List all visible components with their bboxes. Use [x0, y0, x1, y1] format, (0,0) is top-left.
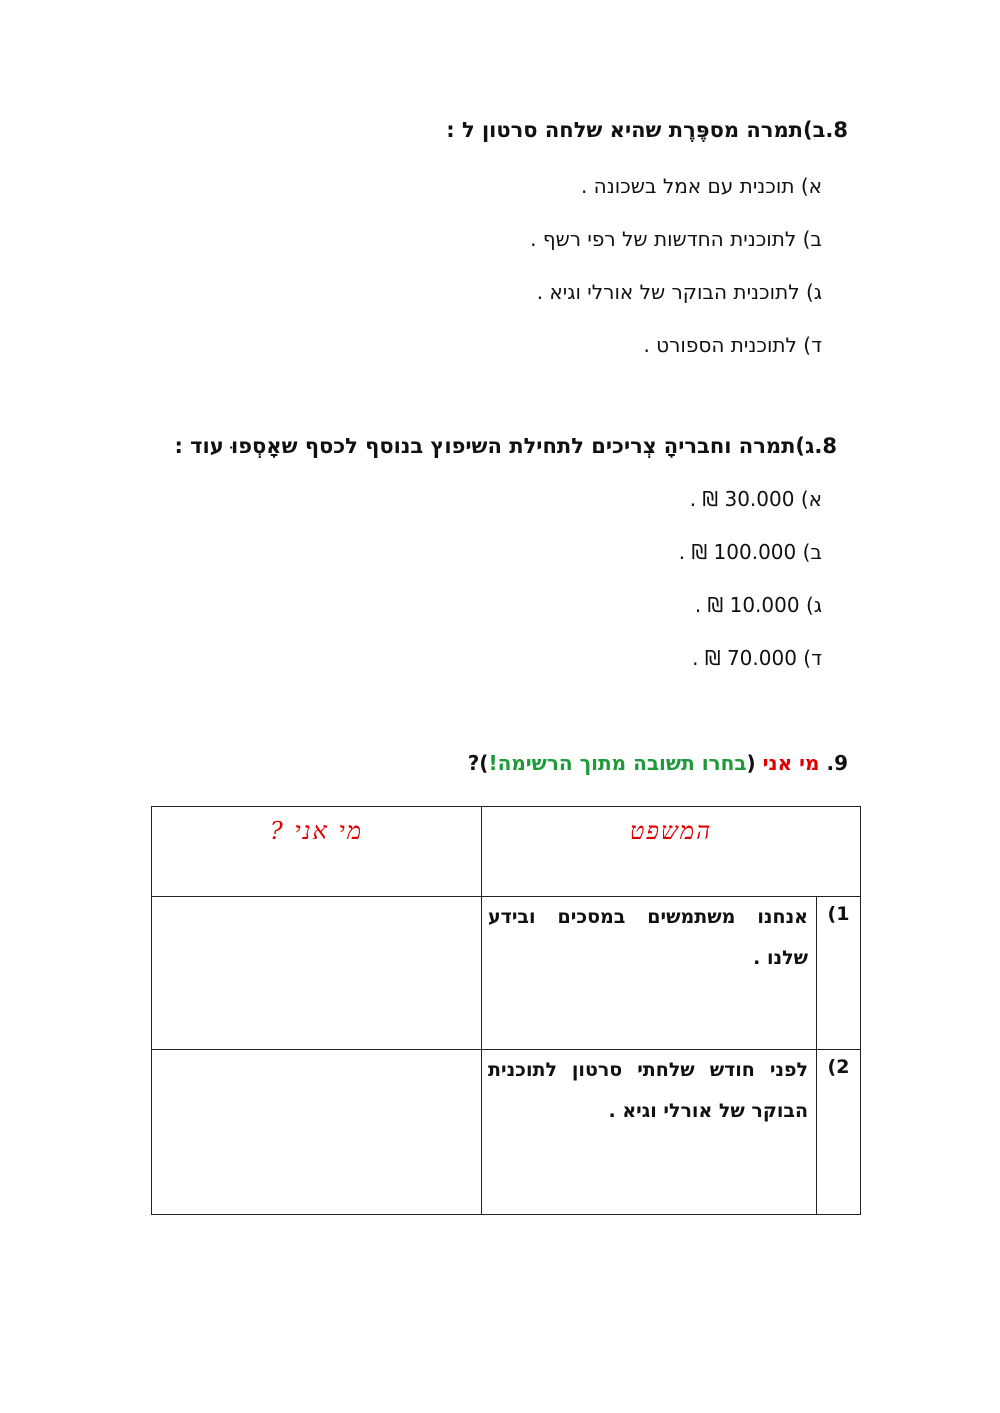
q8b-option-a[interactable]: א) תוכנית עם אמל בשכונה .	[580, 174, 822, 198]
q8c-option-c[interactable]: ג) 10.000 ₪ .	[694, 593, 822, 617]
q8c-option-b[interactable]: ב) 100.000 ₪ .	[678, 540, 822, 564]
row-sentence: אנחנו משתמשים במסכים ובידע שלנו .	[482, 897, 817, 1050]
answer-cell[interactable]	[152, 897, 482, 1050]
row-sentence: לפני חודש שלחתי סרטון לתוכנית הבוקר של אורלי וגיא .	[482, 1050, 817, 1215]
answer-cell[interactable]	[152, 1050, 482, 1215]
q9-number: 9.	[826, 751, 848, 775]
q9-instruction: בחרו תשובה מתוך הרשימה!	[488, 751, 747, 775]
q8c-option-d[interactable]: ד) 70.000 ₪ .	[692, 646, 822, 670]
question-8b-title: 8.ב)תמרה מספֶּרֶת שהיא שלחה סרטון ל :	[446, 118, 848, 142]
q9-who-am-i: מי אני	[762, 751, 820, 775]
question-8c-title: 8.ג)תמרה וחבריהָ צְריכים לתחילת השיפוץ בנוסף לכסף שאָסְפוּ עוד :	[174, 434, 837, 458]
table-row	[152, 1050, 861, 1215]
table-row	[152, 897, 861, 1050]
row-number: 2)	[817, 1050, 861, 1215]
q9-close-paren: )?	[467, 751, 489, 775]
who-am-i-table	[151, 806, 861, 1215]
header-who-am-i: מי אני ?	[152, 807, 482, 897]
question-9-title	[468, 751, 848, 775]
q9-open-paren: (	[746, 751, 763, 775]
row-number: 1)	[817, 897, 861, 1050]
table-header-row	[152, 807, 861, 897]
header-task: המשפט	[482, 807, 861, 897]
q8c-option-a[interactable]: א) 30.000 ₪ .	[689, 487, 822, 511]
q8b-option-b[interactable]: ב) לתוכנית החדשות של רפי רשף .	[530, 227, 822, 251]
q8b-option-c[interactable]: ג) לתוכנית הבוקר של אורלי וגיא .	[536, 280, 822, 304]
q8b-option-d[interactable]: ד) לתוכנית הספורט .	[643, 333, 822, 357]
